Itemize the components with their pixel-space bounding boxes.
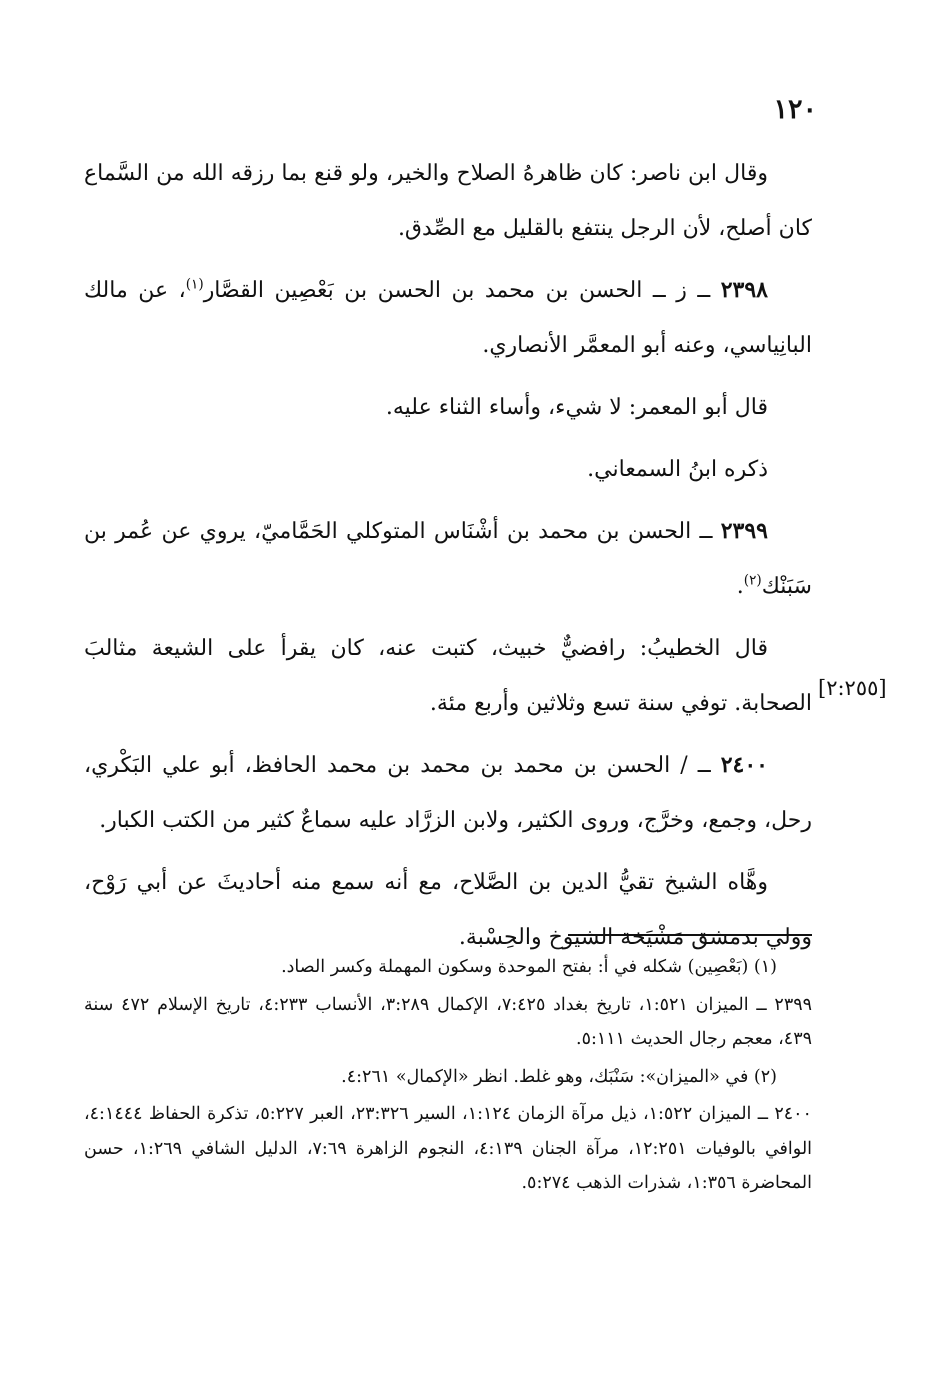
entry-text: ــ الحسن بن محمد بن أشْنَاس المتوكلي الحَمَّاميّ، يروي عن عُمر بن سَبَنْك xyxy=(84,519,812,599)
footnote-divider xyxy=(568,934,812,936)
footnote: (٢) في «الميزان»: سَنْبَك، وهو غلط. انظر «الإكمال» ٤:٢٦١. xyxy=(341,1066,777,1087)
paragraph-text: ذكره ابنُ السمعاني. xyxy=(587,457,768,482)
entry-text-cont: ، عن مالك البانِياسي، وعنه أبو المعمَّر الأنصاري. xyxy=(84,278,812,358)
margin-reference: [٢:٢٥٥] xyxy=(818,676,887,700)
paragraph-text: قال أبو المعمر: لا شيء، وأساء الثناء عليه. xyxy=(385,395,768,420)
footnote-marker: (٢) xyxy=(743,572,762,589)
entry-2399 xyxy=(84,504,812,614)
entry-number: ٢٤٠٠ xyxy=(720,752,768,778)
paragraph xyxy=(84,146,812,256)
entry-text-cont: . xyxy=(736,574,744,599)
paragraph-text: وهَّاه الشيخ تقيُّ الدين بن الصَّلاح، مع أنه سمع منه أحاديثَ عن أبي رَوْح، وولي بدمشق مَشْيَخة الشيوخ والحِسْبة. xyxy=(84,870,812,950)
entry-2398 xyxy=(84,263,812,373)
entry-text: ــ ز ــ الحسن بن محمد بن الحسن بن بَعْصِين القصَّار xyxy=(203,278,721,303)
source-references: ٢٤٠٠ ــ الميزان ١:٥٢٢، ذيل مرآة الزمان ١:١٢٤، السير ٢٣:٣٢٦، العبر ٥:٢٢٧، تذكرة الحفاظ ٤:١٤٤٤، الوافي بالوفيات ١٢:٢٥١، مرآة الجنان ٤:١٣٩، النجوم الزاهرة ٧:٦٩، الدليل الشافي ١:٢٦٩، حسن المحاضرة ١:٣٥٦، شذرات الذهب ٥:٢٧٤. xyxy=(84,1104,813,1193)
paragraph-text: وقال ابن ناصر: كان ظاهرهُ الصلاح والخير، ولو قنع بما رزقه الله من السَّماع كان أصلح، لأن الرجل ينتفع بالقليل مع الصِّدق. xyxy=(84,161,812,241)
main-text xyxy=(84,146,812,965)
paragraph xyxy=(84,855,812,965)
paragraph xyxy=(84,442,812,497)
paragraph-text: قال الخطيبُ: رافضيٌّ خبيث، كتبت عنه، كان يقرأ على الشيعة مثالبَ الصحابة. توفي سنة تسع وثلاثين وأربع مئة. xyxy=(84,636,812,716)
entry-text: ــ / الحسن بن محمد بن محمد بن محمد الحافظ، أبو علي البَكْري، رحل، وجمع، وخرَّج، وروى الكثير، ولابن الزرَّاد عليه سماعٌ كثير من الكتب الكبار. xyxy=(84,753,812,833)
paragraph xyxy=(84,380,812,435)
paragraph xyxy=(84,621,812,731)
entry-2400 xyxy=(84,738,812,848)
source-references: ٢٣٩٩ ــ الميزان ١:٥٢١، تاريخ بغداد ٧:٤٢٥، الإكمال ٣:٢٨٩، الأنساب ٤:٢٣٣، تاريخ الإسلام ٤٧٢ سنة ٤٣٩، معجم رجال الحديث ٥:١١١. xyxy=(84,994,813,1049)
page-number: ١٢٠ xyxy=(773,94,817,125)
footnote: (١) (بَعْصِين) شكله في أ: بفتح الموحدة وسكون المهملة وكسر الصاد. xyxy=(281,957,777,977)
entry-number: ٢٣٩٨ xyxy=(720,277,768,303)
entry-number: ٢٣٩٩ xyxy=(720,518,768,544)
footnote-marker: (١) xyxy=(185,276,204,293)
footnotes xyxy=(84,950,812,1204)
